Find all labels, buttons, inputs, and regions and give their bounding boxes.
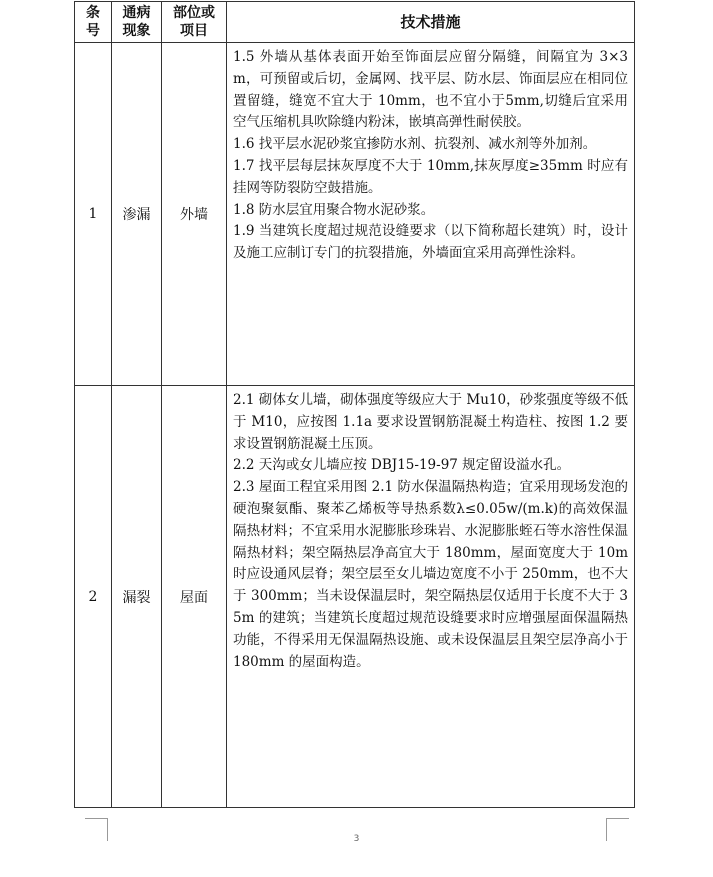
- measure-item: 2.1 砌体女儿墙，砌体强度等级应大于 Mu10，砂浆强度等级不低于 M10，应按图 1.1a 要求设置钢筋混凝土构造柱、按图 1.2 要求设置钢筋混凝土压顶。: [233, 392, 628, 452]
- row-measures: [227, 43, 635, 386]
- row-location: 外墙: [162, 43, 227, 386]
- header-defect-line1: 通病: [122, 5, 151, 21]
- header-defect-line2: 现象: [122, 23, 151, 39]
- measure-item: 2.2 天沟或女儿墙应按 DBJ15-19-97 规定留设溢水孔。: [233, 457, 571, 474]
- header-location-line2: 项目: [180, 23, 208, 39]
- table-row: [75, 386, 635, 808]
- header-location: [162, 2, 227, 43]
- header-no-line1: 条: [86, 5, 100, 21]
- measure-item: 1.5 外墙从基体表面开始至饰面层应留分隔缝，间隔宜为 3×3m，可预留或后切，金属网、找平层、防水层、饰面层应在相同位置留缝，缝宽不宜大于 10mm，也不宜小于5mm,切缝后宜采用空气压缩机具吹除缝内粉沫，嵌填高弹性耐侯胶。: [233, 49, 628, 131]
- row-location: 屋面: [162, 386, 227, 808]
- measures-table: [74, 1, 635, 808]
- table-row: [75, 43, 635, 386]
- measure-item: 1.7 找平层每层抹灰厚度不大于 10mm,抹灰厚度≥35mm 时应有挂网等防裂防空鼓措施。: [233, 157, 628, 196]
- header-measures: 技术措施: [227, 2, 635, 43]
- header-no: [75, 2, 112, 43]
- header-defect: [112, 2, 162, 43]
- row-defect: 漏裂: [112, 386, 162, 808]
- header-no-line2: 号: [86, 23, 100, 39]
- header-location-line1: 部位或: [173, 5, 215, 21]
- measure-item: 1.6 找平层水泥砂浆宜掺防水剂、抗裂剂、减水剂等外加剂。: [233, 136, 597, 153]
- measure-item: 1.8 防水层宜用聚合物水泥砂浆。: [233, 201, 435, 218]
- row-defect: 渗漏: [112, 43, 162, 386]
- measure-item: 1.9 当建筑长度超过规范设缝要求（以下简称超长建筑）时，设计及施工应制订专门的抗裂措施，外墙面宜采用高弹性涂料。: [233, 223, 628, 262]
- header-row: [75, 2, 635, 43]
- page-number: 3: [353, 834, 360, 844]
- row-no: 2: [75, 386, 112, 808]
- measure-item: 2.3 屋面工程宜采用图 2.1 防水保温隔热构造；宜采用现场发泡的硬泡聚氨酯、聚苯乙烯板等导热系数λ≤0.05w/(m.k)的高效保温隔热材料；不宜采用水泥膨胀珍珠岩、水泥膨胀蛭石等水溶性保温隔热材料；架空隔热层净高宜大于 180mm，屋面宽度大于 10m 时应设通风层脊；架空层至女儿墙边宽度不小于 250mm，也不大于 300mm；当未设保温层时，架空隔热层仅适用于长度不大于 35m 的建筑；当建筑长度超过规范设缝要求时应增强屋面保温隔热功能，不得采用无保温隔热设施、或未设保温层且架空层净高小于 180mm 的屋面构造。: [233, 479, 628, 670]
- row-no: 1: [75, 43, 112, 386]
- row-measures: [227, 386, 635, 808]
